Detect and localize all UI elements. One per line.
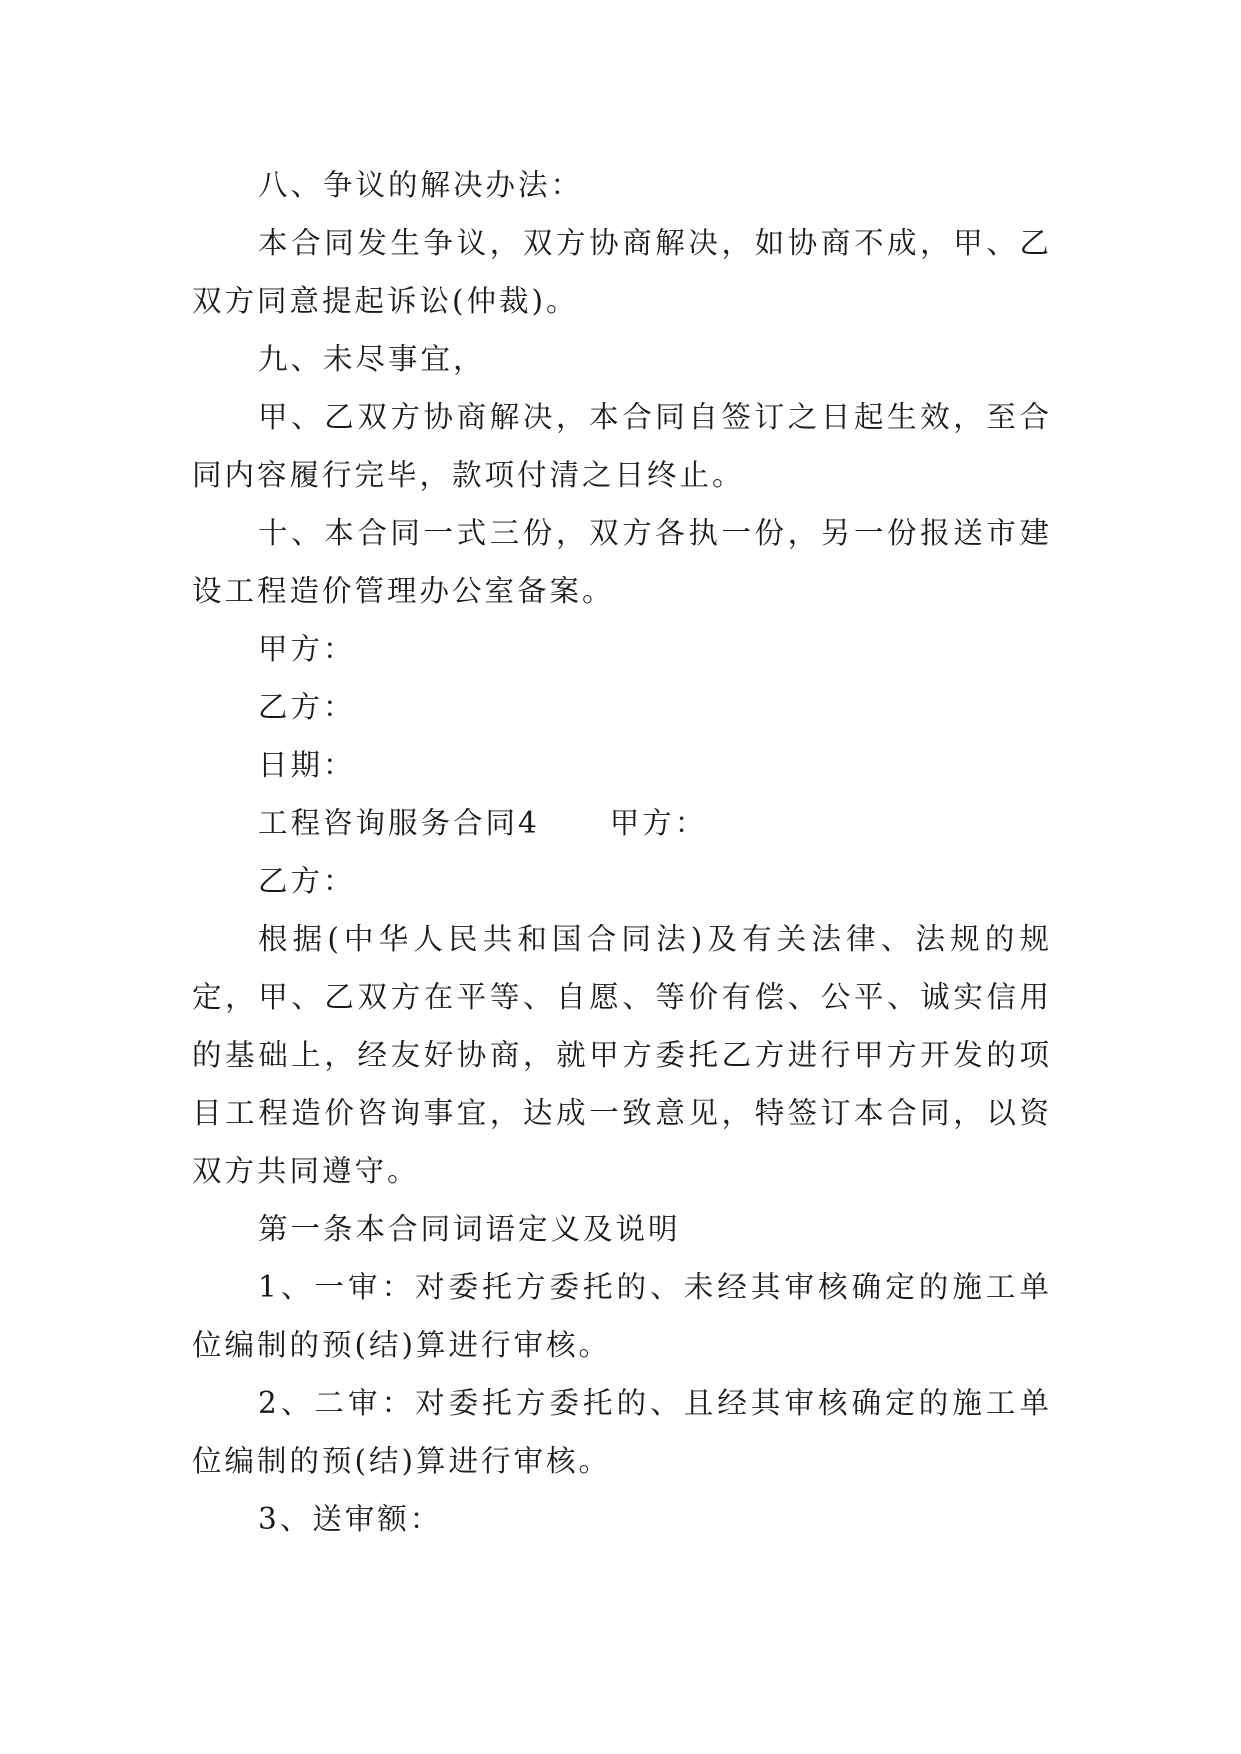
section-8-heading: 八、争议的解决办法： [258,168,584,202]
signature-party-b: 乙方： [258,690,356,724]
contract-4-party-a: 甲方： [609,806,708,840]
article-1-heading: 第一条本合同词语定义及说明 [258,1212,681,1246]
contract-4-heading-line [192,794,1052,852]
article-1-item-1: 1、一审：对委托方委托的、未经其审核确定的施工单位编制的预(结)算进行审核。 [192,1270,1052,1362]
signature-party-a: 甲方： [258,632,356,666]
article-1-item-2: 2、二审：对委托方委托的、且经其审核确定的施工单位编制的预(结)算进行审核。 [192,1386,1052,1478]
section-8-body: 本合同发生争议，双方协商解决，如协商不成，甲、乙双方同意提起诉讼(仲裁)。 [192,226,1052,318]
section-10-body: 十、本合同一式三份，双方各执一份，另一份报送市建设工程造价管理办公室备案。 [192,516,1052,608]
contract-4-preamble: 根据(中华人民共和国合同法)及有关法律、法规的规定，甲、乙双方在平等、自愿、等价有偿、公平、诚实信用的基础上，经友好协商，就甲方委托乙方进行甲方开发的项目工程造价咨询事宜，达成一致意见，特签订本合同，以资双方共同遵守。 [192,922,1052,1188]
section-9-body: 甲、乙双方协商解决，本合同自签订之日起生效，至合同内容履行完毕，款项付清之日终止。 [192,400,1052,492]
document-page [192,156,1052,1548]
section-9-heading: 九、未尽事宜， [258,342,486,376]
article-1-item-3: 3、送审额： [258,1502,443,1536]
contract-4-title: 工程咨询服务合同4 [258,806,540,840]
contract-4-party-b: 乙方： [258,864,356,898]
signature-date: 日期： [258,748,356,782]
